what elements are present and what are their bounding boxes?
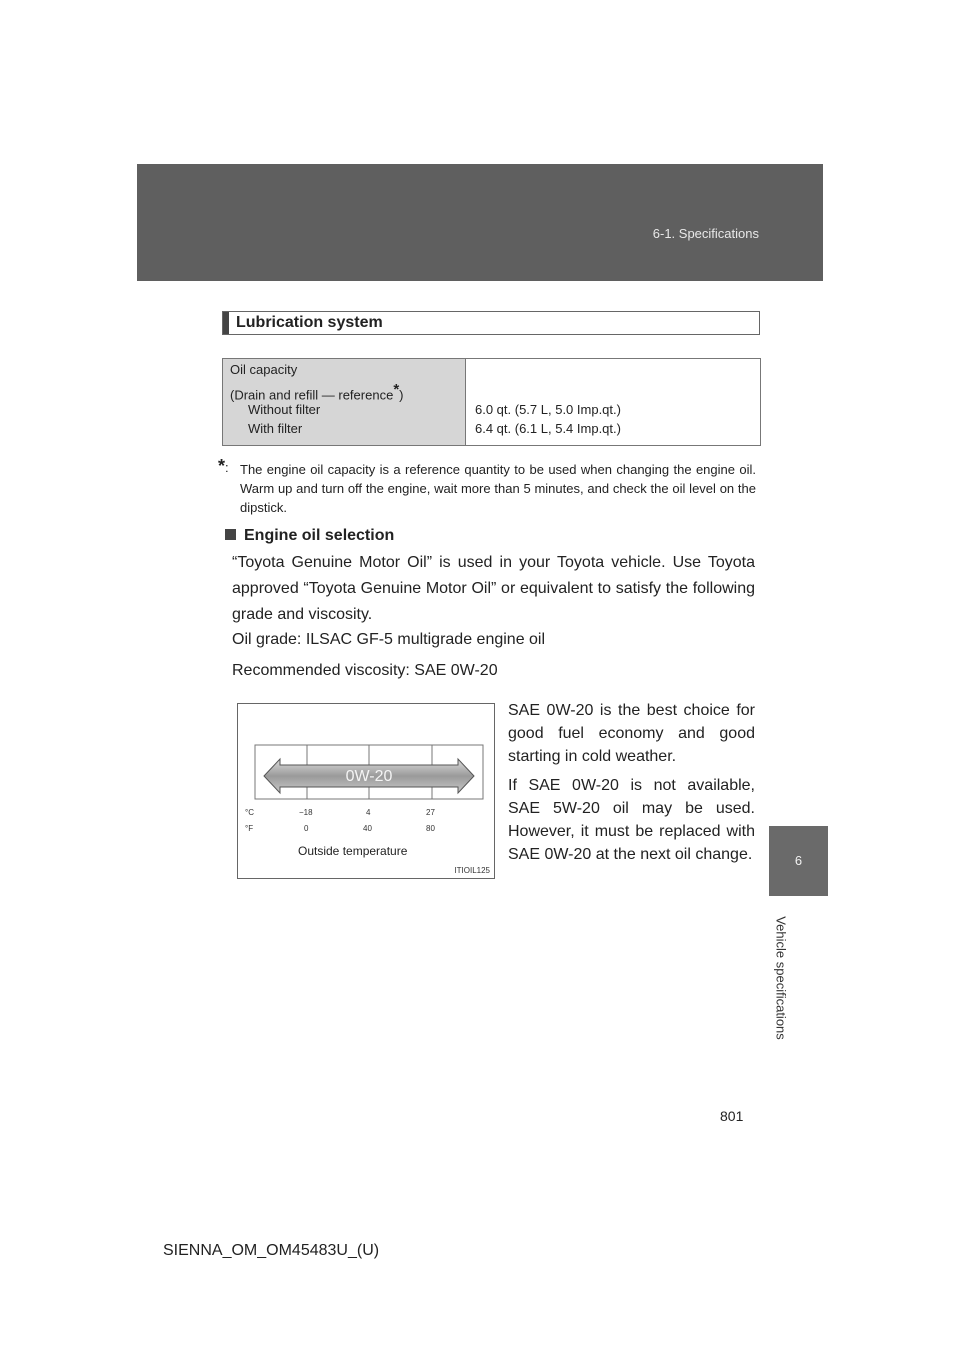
chapter-number-tab: 6 — [769, 826, 828, 896]
celsius-unit: °C — [245, 808, 254, 817]
square-bullet-icon — [225, 529, 236, 540]
with-filter-value: 6.4 qt. (6.1 L, 5.4 Imp.qt.) — [475, 421, 621, 436]
drain-refill-prefix: (Drain and refill — [230, 387, 322, 403]
chapter-title: Vehicle specifications — [773, 915, 789, 1040]
heading-accent-bar — [223, 312, 229, 334]
with-filter-label: With filter — [248, 421, 303, 436]
recommended-viscosity-text: Recommended viscosity: SAE 0W-20 — [232, 662, 498, 679]
header — [137, 164, 823, 281]
without-filter-value: 6.0 qt. (5.7 L, 5.0 Imp.qt.) — [475, 402, 621, 417]
fahrenheit-tick-0: 0 — [304, 824, 309, 833]
engine-oil-heading — [225, 527, 394, 545]
engine-oil-paragraph: “Toyota Genuine Motor Oil” is used in your Toyota vehicle. Use Toyota approved “Toyota Genuine Motor Oil” or equivalent to satisfy the following grade and viscosity. — [232, 554, 755, 623]
without-filter-label: Without filter — [248, 402, 321, 417]
drain-refill-dash: — — [321, 387, 335, 403]
fahrenheit-unit: °F — [245, 824, 254, 833]
drain-refill-label — [230, 381, 404, 402]
reference-asterisk: * — [393, 381, 400, 398]
best-choice-text: SAE 0W-20 is the best choice for good fuel economy and good starting in cold weather. — [508, 702, 755, 765]
drain-refill-word: reference — [334, 387, 394, 403]
footnote-marker: *: — [218, 456, 229, 476]
lubrication-heading — [222, 311, 760, 335]
oil-capacity-value-cell — [466, 359, 760, 445]
oil-grade-text: Oil grade: ILSAC GF-5 multigrade engine oil — [232, 631, 546, 648]
chapter-title-vertical — [766, 905, 796, 1050]
alternative-oil-text: If SAE 0W-20 is not available, SAE 5W-20 oil may be used. However, it must be replaced with SAE 0W-20 at the next oil change. — [508, 777, 755, 863]
fahrenheit-tick-80: 80 — [426, 824, 435, 833]
oil-capacity-label: Oil capacity — [230, 362, 298, 377]
celsius-tick-27: 27 — [426, 808, 435, 817]
document-code: SIENNA_OM_OM45483U_(U) — [163, 1242, 380, 1259]
oil-capacity-table — [222, 358, 761, 446]
section-title: 6-1. Specifications — [652, 226, 759, 241]
oil-capacity-label-cell — [223, 359, 466, 445]
page-number: 801 — [720, 1108, 744, 1124]
footnote-text: The engine oil capacity is a reference quantity to be used when changing the engine oil. Warm up and turn off the engine, wait more than 5 minutes, and check the oil level on the dipstick. — [240, 462, 756, 515]
figure-id: ITIOIL125 — [454, 866, 490, 875]
engine-oil-heading-text: Engine oil selection — [244, 527, 395, 544]
celsius-tick-4: 4 — [366, 808, 371, 817]
celsius-tick-neg18: −18 — [299, 808, 313, 817]
fahrenheit-tick-40: 40 — [363, 824, 372, 833]
drain-refill-close: ) — [399, 387, 404, 403]
arrow-label: 0W-20 — [345, 768, 393, 785]
capacity-footnote — [218, 456, 756, 517]
figure-caption: Outside temperature — [298, 844, 408, 858]
viscosity-figure — [237, 703, 495, 879]
lubrication-heading-text: Lubrication system — [236, 314, 383, 331]
